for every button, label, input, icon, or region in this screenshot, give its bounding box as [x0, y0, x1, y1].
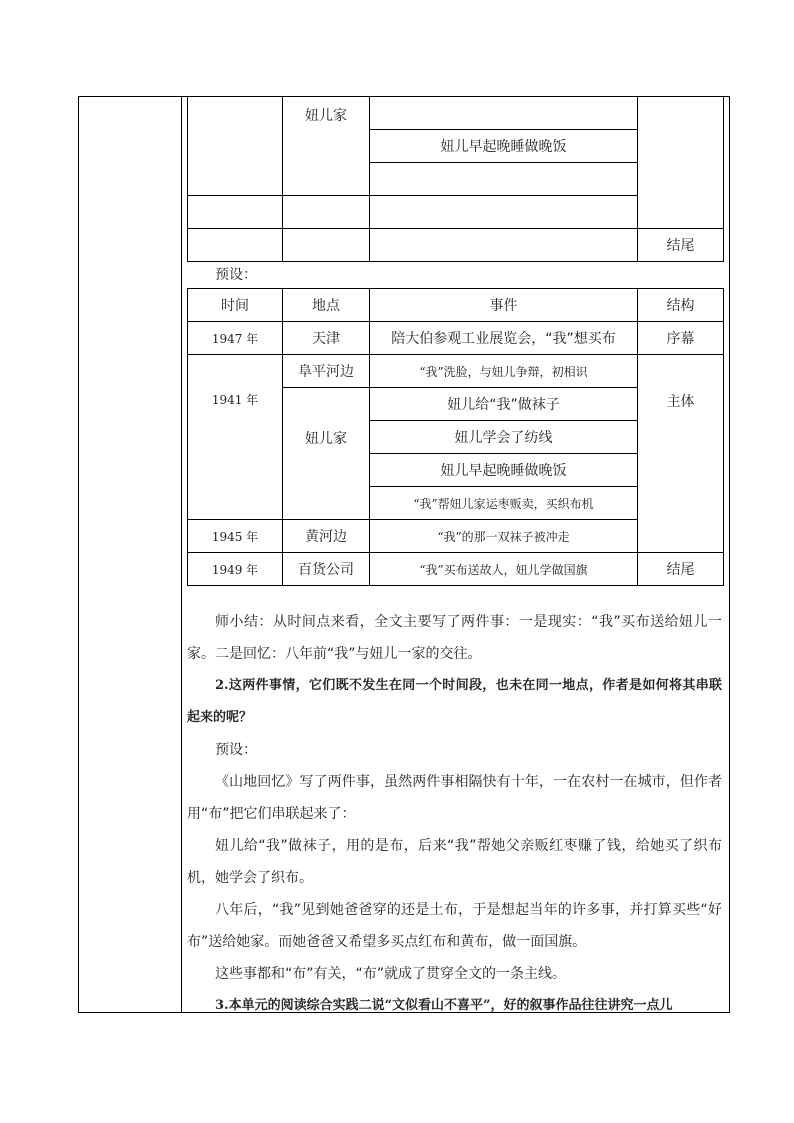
header-structure: 结构 — [638, 289, 724, 322]
header-time: 时间 — [188, 289, 283, 322]
location-cell — [283, 229, 370, 262]
event-cell: 妞儿给“我”做袜子 — [370, 388, 638, 421]
question-3: 3.本单元的阅读综合实践二说“文似看山不喜平”，好的叙事作品往往讲究一点儿 — [215, 998, 673, 1013]
event-cell: “我”的那一双袜子被冲走 — [370, 520, 638, 553]
event-cell: 妞儿早起晚睡做晚饭 — [370, 454, 638, 487]
preset-label: 预设： — [215, 742, 257, 758]
event-cell: 陪大伯参观工业展览会，“我”想买布 — [370, 322, 638, 355]
event-cell: “我”洗脸，与妞儿争辩，初相识 — [370, 355, 638, 388]
paragraph: 《山地回忆》写了两件事，虽然两件事相隔快有十年，一在农村一在城市，但作者用“布”把它们串联起来了： — [187, 774, 722, 822]
location-cell — [283, 196, 370, 229]
event-cell — [370, 163, 638, 196]
place-cell: 黄河边 — [283, 520, 370, 553]
location-cell: 妞儿家 — [283, 97, 370, 196]
event-cell — [370, 229, 638, 262]
preset-label: 预设： — [215, 267, 257, 283]
header-place: 地点 — [283, 289, 370, 322]
place-cell: 百货公司 — [283, 553, 370, 586]
structure-cell: 结尾 — [638, 229, 724, 262]
event-cell: 妞儿早起晚睡做晚饭 — [370, 130, 638, 163]
event-cell: “我”帮妞儿家运枣贩卖，买织布机 — [370, 487, 638, 520]
structure-cell — [638, 97, 724, 229]
time-cell: 1945 年 — [188, 520, 283, 553]
event-cell — [370, 196, 638, 229]
structure-cell: 结尾 — [638, 553, 724, 586]
event-cell: “我”买布送故人，妞儿学做国旗 — [370, 553, 638, 586]
continued-table — [187, 96, 724, 262]
time-cell — [188, 229, 283, 262]
time-cell: 1947 年 — [188, 322, 283, 355]
event-cell: 妞儿学会了纺线 — [370, 421, 638, 454]
time-cell — [188, 196, 283, 229]
place-cell: 妞儿家 — [283, 388, 370, 520]
event-cell — [370, 97, 638, 130]
time-cell: 1949 年 — [188, 553, 283, 586]
place-cell: 阜平河边 — [283, 355, 370, 388]
lesson-text — [187, 606, 722, 1022]
time-cell: 1941 年 — [188, 355, 283, 520]
header-event: 事件 — [370, 289, 638, 322]
column-divider — [181, 97, 182, 1012]
teacher-summary: 师小结：从时间点来看，全文主要写了两件事：一是现实：“我”买布送给妞儿一家。二是回忆：八年前“我”与妞儿一家的交往。 — [187, 614, 722, 662]
structure-cell: 主体 — [638, 355, 724, 553]
time-cell — [188, 97, 283, 196]
paragraph: 妞儿给“我”做袜子，用的是布，后来“我”帮她父亲贩红枣赚了钱，给她买了织布机，她学会了织布。 — [187, 838, 722, 886]
structure-table — [187, 288, 724, 586]
structure-cell: 序幕 — [638, 322, 724, 355]
paragraph: 这些事都和“布”有关，“布”就成了贯穿全文的一条主线。 — [215, 966, 567, 982]
question-2: 2.这两件事情，它们既不发生在同一个时间段，也未在同一地点，作者是如何将其串联起来的呢？ — [187, 678, 722, 725]
paragraph: 八年后，“我”见到她爸爸穿的还是土布，于是想起当年的许多事，并打算买些“好布”送给她家。而她爸爸又希望多买点红布和黄布，做一面国旗。 — [187, 902, 722, 950]
place-cell: 天津 — [283, 322, 370, 355]
